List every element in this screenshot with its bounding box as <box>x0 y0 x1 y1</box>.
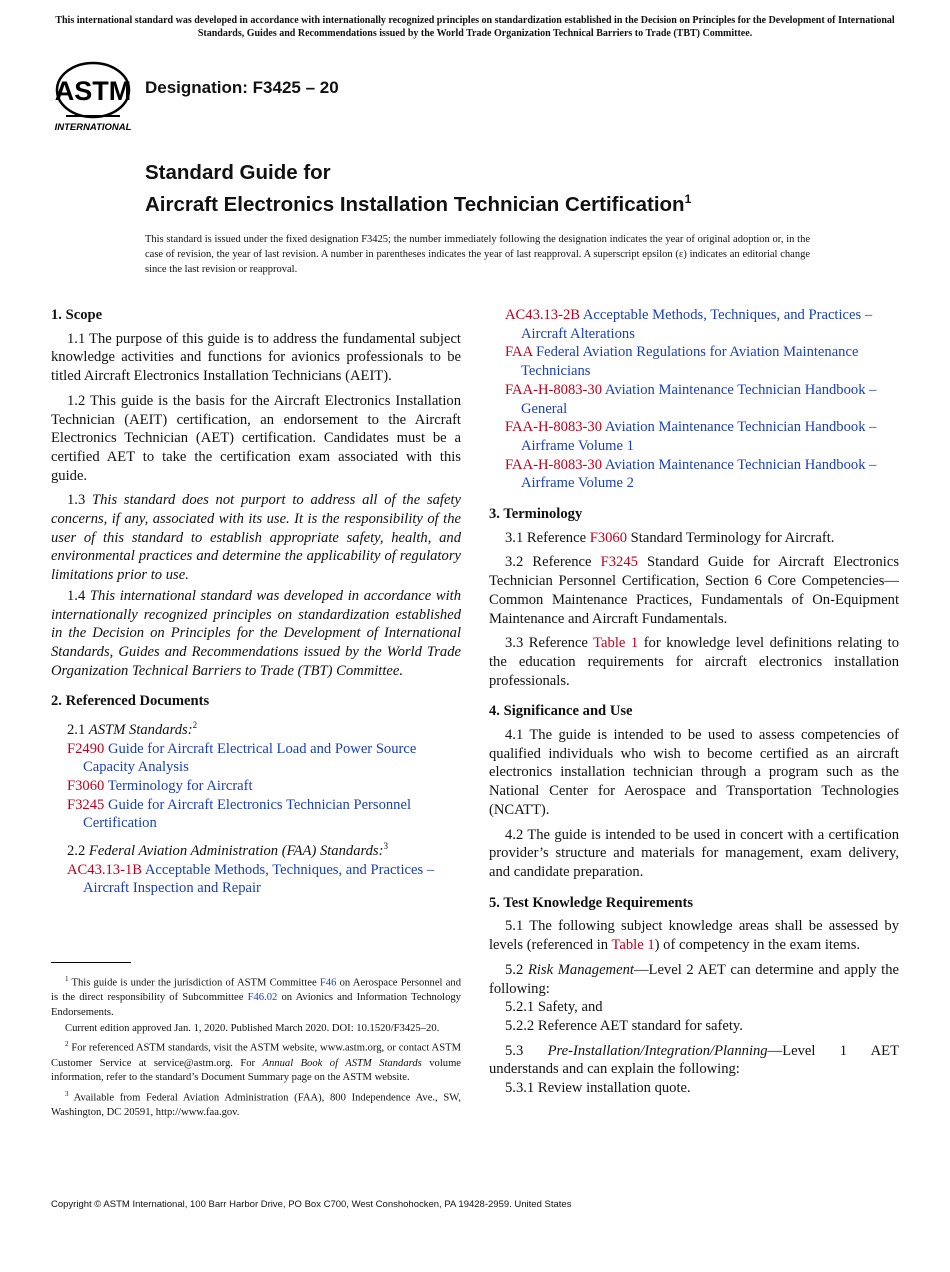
paragraph-1-3: 1.3 This standard does not purport to address all of the safety concerns, if any, associated with its use. It is the responsibility of the user of this standard to establish appropriate safety, health, and environmental practices and determine the applicability of regulatory limitations prior to use. <box>51 492 461 584</box>
footnote-1-edition: Current edition approved Jan. 1, 2020. Published March 2020. DOI: 10.1520/F3425–20. <box>65 1022 440 1034</box>
table-1-link-2[interactable]: Table 1 <box>611 937 655 954</box>
list-item-5-3-1: 5.3.1 Review installation quote. <box>505 1080 691 1097</box>
reference-ac43-13-2b[interactable]: AC43.13-2B Acceptable Methods, Techniques, and Practices – Aircraft Alterations <box>505 307 873 342</box>
paragraph-3-2: 3.2 Reference F3245 Standard Guide for Aircraft Electronics Technician Personnel Certification, Section 6 Core Competencies—Common Maintenance Practices, Fundamentals of On-Equipment Maintenance and Aircraft Fundamentals. <box>489 554 900 627</box>
section-heading-scope: 1. Scope <box>51 307 103 323</box>
left-column <box>51 306 461 898</box>
list-item-5-2-1: 5.2.1 Safety, and <box>505 999 603 1016</box>
footnote-1: $^1$ This guide is under the jurisdiction of ASTM Committee F46 on Aerospace Personnel and is the direct responsibility of Subcommittee F46.02 on Avionics and Information Technology Endorsements. <box>51 975 461 1018</box>
f46-02-link[interactable]: F46.02 <box>247 992 278 1004</box>
astm-logo <box>52 58 134 134</box>
paragraph-1-2: 1.2 This guide is the basis for the Aircraft Electronics Installation Technician (AEIT) certification, an endorsement to the Aircraft Electronics Technician (AET) certification. Candidates must be a certified AET to take the certification exam associated with this guide. <box>51 392 462 484</box>
reference-f3245[interactable]: F3245 Guide for Aircraft Electronics Technician Personnel Certification <box>67 796 412 832</box>
f3060-link[interactable]: F3060 <box>589 529 628 546</box>
title-line-1: Standard Guide for <box>145 161 331 184</box>
paragraph-5-3: 5.3 Pre-Installation/Integration/Planning—Level 1 AET understands and can explain the following: <box>489 1042 899 1078</box>
paragraph-3-1: 3.1 Reference F3060 Standard Terminology for Aircraft. <box>505 529 835 546</box>
f3245-link[interactable]: F3245 <box>600 554 638 571</box>
paragraph-3-3: 3.3 Reference Table 1 for knowledge level definitions relating to the education requirements for aircraft electronics installation professionals. <box>489 635 899 689</box>
paragraph-5-2: 5.2 Risk Management—Level 2 AET can determine and apply the following: <box>489 961 900 997</box>
reference-faa-h-8083-30-airframe-2[interactable]: FAA-H-8083-30 Aviation Maintenance Technician Handbook – Airframe Volume 2 <box>505 456 877 492</box>
faa-standards-label: 2.2 Federal Aviation Administration (FAA) Standards:$^3$ <box>67 841 388 859</box>
issuance-statement: This standard is issued under the fixed designation F3425; the number immediately following the designation indicates the year of original adoption or, in the case of revision, the year of last revision. A number in parentheses indicates the year of last reapproval. A superscript epsilon (ε) indicates an editorial change since the last revision or reapproval. <box>145 234 810 275</box>
footnote-divider <box>51 962 131 963</box>
logo-text: ASTM <box>54 76 132 106</box>
footnotes <box>51 972 461 1122</box>
reference-ac43-13-1b[interactable]: AC43.13-1B Acceptable Methods, Techniques, and Practices – Aircraft Inspection and Repair <box>67 861 435 897</box>
footnote-3: $^3$ Available from Federal Aviation Administration (FAA), 800 Independence Ave., SW, Washington, DC 20591, http://www.faa.gov. <box>51 1089 461 1119</box>
paragraph-1-4: 1.4 This international standard was developed in accordance with internationally recognized principles on standardization established in the Decision on Principles for the Development of International Standards, Guides and Recommendations issued by the World Trade Organization Technical Barriers to Trade (TBT) Committee. <box>51 587 462 679</box>
document-title <box>145 160 691 218</box>
section-heading-terminology: 3. Terminology <box>489 506 583 523</box>
title-footnote-mark: 1 <box>684 192 692 206</box>
table-1-link[interactable]: Table 1 <box>593 635 639 652</box>
paragraph-1-1: 1.1 The purpose of this guide is to address the fundamental subject knowledge activities and functions for avionics professionals to be titled Aircraft Electronics Installation Technicians (AEIT). <box>51 330 461 385</box>
reference-faa-h-8083-30-airframe-1[interactable]: FAA-H-8083-30 Aviation Maintenance Technician Handbook – Airframe Volume 1 <box>505 419 877 454</box>
section-heading-test-knowledge: 5. Test Knowledge Requirements <box>489 894 694 911</box>
paragraph-5-1: 5.1 The following subject knowledge areas shall be assessed by levels (referenced in Table 1) of competency in the exam items. <box>489 918 899 954</box>
list-item-5-2-2: 5.2.2 Reference AET standard for safety. <box>505 1017 743 1034</box>
reference-f3060[interactable]: F3060 Terminology for Aircraft <box>67 778 253 795</box>
footnote-2: $^2$ For referenced ASTM standards, visit the ASTM website, www.astm.org, or contact ASTM Customer Service at service@astm.org. For Annual Book of ASTM Standards volume information, refer to the standard’s Document Summary page on the ASTM website. <box>51 1040 462 1084</box>
reference-faa-h-8083-30-general[interactable]: FAA-H-8083-30 Aviation Maintenance Technician Handbook – General <box>505 381 877 417</box>
f46-link[interactable]: F46 <box>319 977 337 989</box>
astm-standards-label: 2.1 ASTM Standards:$^2$ <box>67 720 198 738</box>
logo-subtext: INTERNATIONAL <box>54 122 132 133</box>
reference-faa-regulations[interactable]: FAA Federal Aviation Regulations for Aviation Maintenance Technicians <box>505 344 859 380</box>
reference-f2490[interactable]: F2490 Guide for Aircraft Electrical Load and Power Source Capacity Analysis <box>67 740 417 776</box>
paragraph-4-1: 4.1 The guide is intended to be used to assess competencies of qualified individuals who wish to become certified as an aircraft electronics installation technician through a program such as the National Center for Aerospace and Transportation Technologies (NCATT). <box>489 727 899 818</box>
section-heading-significance: 4. Significance and Use <box>489 703 633 720</box>
copyright-footer: Copyright © ASTM International, 100 Barr Harbor Drive, PO Box C700, West Conshohocken, PA 19428-2959. United States <box>51 1199 572 1210</box>
designation: Designation: F3425 – 20 <box>145 78 339 97</box>
paragraph-4-2: 4.2 The guide is intended to be used in concert with a certification provider’s structure and materials for management, exam delivery, and candidate preparation. <box>489 826 899 880</box>
standardization-notice: This international standard was developed in accordance with internationally recognized principles on standardization established in the Decision on Principles for the Development of International Standards, Guides and Recommendations issued by the World Trade Organization Technical Barriers to Trade (TBT) Committee. <box>55 15 895 39</box>
section-heading-referenced-documents: 2. Referenced Documents <box>51 693 210 710</box>
right-column <box>489 306 899 1098</box>
title-line-2: Aircraft Electronics Installation Technician Certification <box>145 192 685 216</box>
